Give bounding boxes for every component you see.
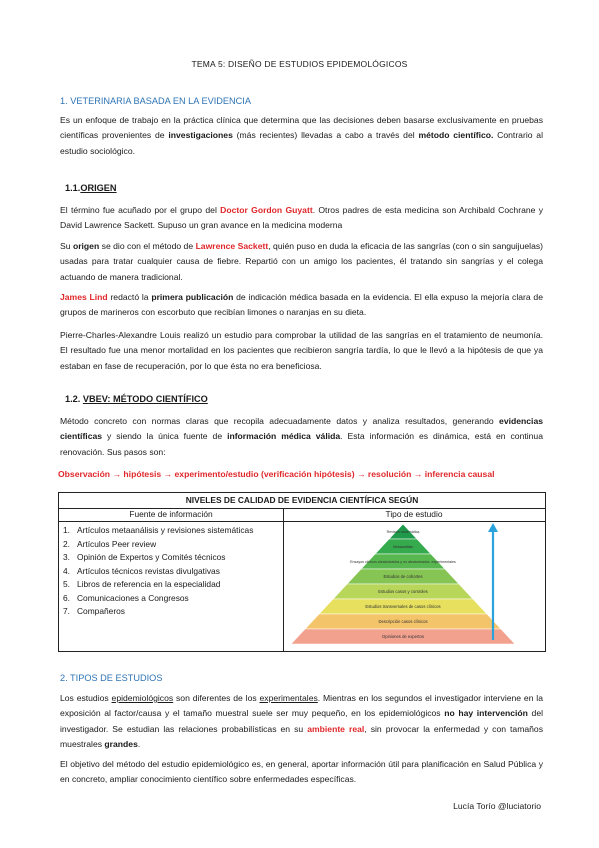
intro-paragraph: Es un enfoque de trabajo en la práctica clínica que determina que las decisiones deben basarse exclusivamente en pruebas científicas provenientes de investigaciones (más recientes) llevadas a cabo a través del método científico. Contrario al estudio sociológico. [60,115,543,156]
list-item: 4. Artículos técnicos revistas divulgativas [63,565,220,576]
list-item: 2. Artículos Peer review [63,538,157,549]
table-title: NIVELES DE CALIDAD DE EVIDENCIA CIENTÍFICA SEGÚN [59,493,545,509]
pyramid-level-label: Opiniones de expertos [382,634,424,640]
tipos-paragraph-1: Los estudios epidemiológicos son diferentes de los experimentales. Mientras en los segundos el investigador interviene en la exposición al factor/causa y el tamaño muestral suele ser muy pequeño, en los epidemiológicos no hay intervención del investigador. Se estudian las relaciones probabilísticas en su ambiente real, sin provocar la enfermedad y con tamaños muestrales grandes. [60,693,544,749]
pyramid-level-label: Ensayos clínicos aleatorizados y no aleatorizados, experimentales [350,560,456,565]
source-list [63,524,281,619]
table-divider [283,508,284,651]
pyramid-level-label: Estudios casos y controles [378,589,428,595]
list-item: 7. Compañeros [63,606,125,616]
pyramid-level-label: Estudios transversales de casos clínicos [365,604,441,610]
list-item: 3. Opinión de Expertos y Comités técnicos [63,552,226,562]
pyramid-level-label: Revisión sistemática [386,530,420,535]
column-header-study-type: Tipo de estudio [283,508,545,522]
subsection-heading-origen: 1.1.ORIGEN [65,183,117,193]
section-heading-2: 2. TIPOS DE ESTUDIOS [60,673,163,683]
method-steps-sequence: Observación → hipótesis → experimento/estudio (verificación hipótesis) → resolución → inferencia causal [58,469,495,479]
section-heading-1: 1. VETERINARIA BASADA EN LA EVIDENCIA [60,96,251,106]
origen-paragraph-2: Su origen se dio con el método de Lawrence Sackett, quién puso en duda la eficacia de las sangrías (con o sin sanguijuelas) usadas para tratar cualquier causa de fiebre. Repartió con un amigo los pacientes, él tratando sin sangrías y el colega actuando de manera tradicional. [60,241,544,282]
pyramid-level-label: Estudios de cohortes [383,574,423,580]
list-item: 1. Artículos metaanálisis y revisiones sistemáticas [63,525,254,535]
subsection-heading-vbev: 1.2. VBEV: MÉTODO CIENTÍFICO [65,394,208,404]
vbev-paragraph: Método concreto con normas claras que recopila adecuadamente datos y analiza resultados, generando evidencias científicas y siendo la única fuente de información médica válida. Esta información es dinámica, está en continua renovación. Sus pasos son: [60,416,543,457]
origen-paragraph-1: El término fue acuñado por el grupo del Doctor Gordon Guyatt. Otros padres de esta medicina son Archibald Cochrane y David Lawrence Sackett. Supuso un gran avance en la medicina moderna [60,205,543,231]
author-footer: Lucía Torío @luciatorio [453,801,541,811]
evidence-levels-table [58,492,546,652]
evidence-pyramid-diagram [285,522,545,652]
origen-paragraph-4: Pierre-Charles-Alexandre Louis realizó un estudio para comprobar la utilidad de las sangrías en el tratamiento de neumonía. El resultado fue una menor mortalidad en los pacientes que recibieron sangría tardía, lo que le llevó a la hipótesis de que ya estaban en fase de recuperación, por lo que ésta no era beneficiosa. [60,330,543,371]
list-item: 6. Comunicaciones a Congresos [63,592,189,603]
pyramid-level-label: Descripción casos clínicos [378,619,428,625]
tipos-paragraph-2: El objetivo del método del estudio epidemiológico es, en general, aportar información útil para planificación en Salud Pública y en concreto, ampliar conocimiento científico sobre enfermedades específicas. [60,759,543,785]
page-title: TEMA 5: DISEÑO DE ESTUDIOS EPIDEMOLÓGICOS [191,59,408,69]
origen-paragraph-3: James Lind redactó la primera publicación de indicación médica basada en la evidencia. El ella expuso la mejoría clara de grupos de marineros con escorbuto que recibían limones o naranjas en su dieta. [60,292,543,318]
list-item: 5. Libros de referencia en la especialidad [63,579,221,589]
column-header-source: Fuente de información [59,508,284,522]
pyramid-level-label: Metaanálisis [393,545,413,550]
